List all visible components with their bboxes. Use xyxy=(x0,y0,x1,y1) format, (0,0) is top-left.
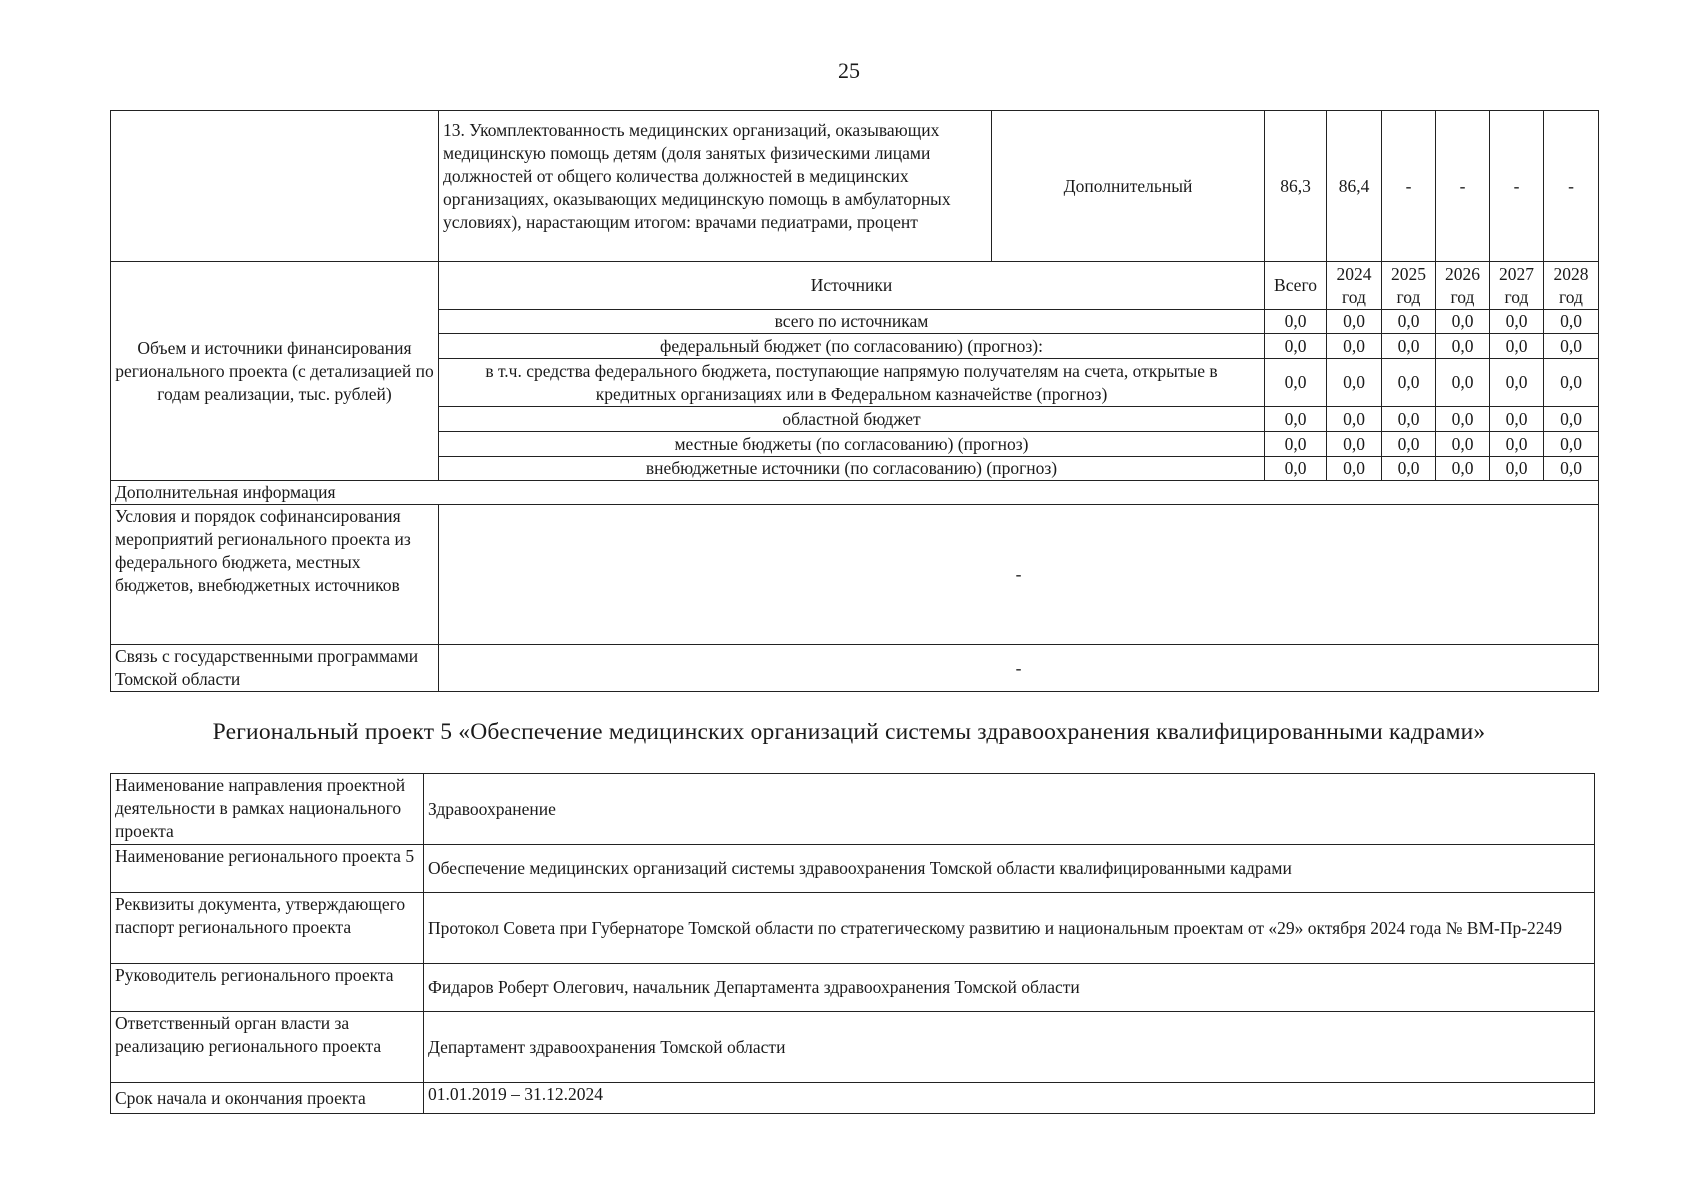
passport-label: Срок начала и окончания проекта xyxy=(111,1083,424,1114)
year-header-2028: 2028 год xyxy=(1544,262,1599,310)
passport-value: Обеспечение медицинских организаций системы здравоохранения Томской области квалифицированными кадрами xyxy=(424,845,1595,893)
programs-label: Связь с государственными программами Томской области xyxy=(111,645,439,692)
year-header-2025: 2025 год xyxy=(1382,262,1436,310)
financing-value: 0,0 xyxy=(1382,432,1436,457)
indicator-row xyxy=(111,111,1599,262)
programs-value: - xyxy=(439,645,1599,692)
indicator-name: 13. Укомплектованность медицинских организаций, оказывающих медицинскую помощь детям (доля занятых физическими лицами должностей от общего количества должностей в медицинских организациях, оказывающих медицинскую помощь в амбулаторных условиях), нарастающим итогом: врачами педиатрами, процент xyxy=(439,111,992,262)
page-number: 25 xyxy=(838,58,860,83)
financing-source-name: федеральный бюджет (по согласованию) (прогноз): xyxy=(439,334,1265,359)
financing-value: 0,0 xyxy=(1327,334,1382,359)
financing-value: 0,0 xyxy=(1490,432,1544,457)
passport-value: Фидаров Роберт Олегович, начальник Департамента здравоохранения Томской области xyxy=(424,964,1595,1012)
financing-value: 0,0 xyxy=(1436,407,1490,432)
indicator-value-2024: 86,4 xyxy=(1327,111,1382,262)
financing-value: 0,0 xyxy=(1544,432,1599,457)
indicator-value-2028: - xyxy=(1544,111,1599,262)
financing-value: 0,0 xyxy=(1544,310,1599,334)
financing-value: 0,0 xyxy=(1327,359,1382,407)
financing-value: 0,0 xyxy=(1265,334,1327,359)
financing-value: 0,0 xyxy=(1544,359,1599,407)
programs-row xyxy=(111,645,1599,692)
passport-value: Протокол Совета при Губернаторе Томской области по стратегическому развитию и национальным проектам от «29» октября 2024 года № ВМ-Пр-2249 xyxy=(424,893,1595,964)
financing-value: 0,0 xyxy=(1265,432,1327,457)
financing-source-name: в т.ч. средства федерального бюджета, поступающие напрямую получателям на счета, открытые в кредитных организациях или в Федеральном казначействе (прогноз) xyxy=(439,359,1265,407)
financing-value: 0,0 xyxy=(1436,334,1490,359)
financing-value: 0,0 xyxy=(1265,457,1327,481)
year-header-2027: 2027 год xyxy=(1490,262,1544,310)
financing-value: 0,0 xyxy=(1490,310,1544,334)
financing-value: 0,0 xyxy=(1544,457,1599,481)
financing-value: 0,0 xyxy=(1490,407,1544,432)
financing-source-name: местные бюджеты (по согласованию) (прогноз) xyxy=(439,432,1265,457)
passport-label: Ответственный орган власти за реализацию регионального проекта xyxy=(111,1012,424,1083)
financing-value: 0,0 xyxy=(1327,457,1382,481)
year-header-2026: 2026 год xyxy=(1436,262,1490,310)
indicator-value-2025: - xyxy=(1382,111,1436,262)
section-title: Региональный проект 5 «Обеспечение медицинских организаций системы здравоохранения квалифицированными кадрами» xyxy=(212,719,1486,745)
passport-label: Реквизиты документа, утверждающего паспорт регионального проекта xyxy=(111,893,424,964)
financing-value: 0,0 xyxy=(1327,407,1382,432)
passport-row xyxy=(111,964,1595,1012)
financing-value: 0,0 xyxy=(1382,457,1436,481)
financing-source-name: всего по источникам xyxy=(439,310,1265,334)
financing-source-name: внебюджетные источники (по согласованию) (прогноз) xyxy=(439,457,1265,481)
financing-value: 0,0 xyxy=(1490,359,1544,407)
year-header-2024: 2024 год xyxy=(1327,262,1382,310)
financing-value: 0,0 xyxy=(1544,334,1599,359)
passport-row xyxy=(111,893,1595,964)
financing-header-row xyxy=(111,262,1599,310)
empty-cell xyxy=(111,111,439,262)
passport-value: Здравоохранение xyxy=(424,774,1595,845)
indicator-value-2026: - xyxy=(1436,111,1490,262)
financing-value: 0,0 xyxy=(1436,310,1490,334)
financing-value: 0,0 xyxy=(1327,310,1382,334)
financing-source-name: областной бюджет xyxy=(439,407,1265,432)
passport-row xyxy=(111,1012,1595,1083)
cofinancing-row xyxy=(111,505,1599,645)
financing-total-header: Всего xyxy=(1265,262,1327,310)
financing-label: Объем и источники финансирования регионального проекта (с детализацией по годам реализации, тыс. рублей) xyxy=(111,262,439,481)
financing-value: 0,0 xyxy=(1490,334,1544,359)
financing-value: 0,0 xyxy=(1265,310,1327,334)
passport-label: Руководитель регионального проекта xyxy=(111,964,424,1012)
indicator-value-2027: - xyxy=(1490,111,1544,262)
financing-value: 0,0 xyxy=(1265,407,1327,432)
passport-value: Департамент здравоохранения Томской области xyxy=(424,1012,1595,1083)
indicator-type: Дополнительный xyxy=(992,111,1265,262)
financing-value: 0,0 xyxy=(1436,457,1490,481)
indicator-base-value: 86,3 xyxy=(1265,111,1327,262)
passport-value: 01.01.2019 – 31.12.2024 xyxy=(424,1083,1595,1114)
financing-value: 0,0 xyxy=(1544,407,1599,432)
financing-value: 0,0 xyxy=(1382,359,1436,407)
passport-row xyxy=(111,845,1595,893)
passport-row xyxy=(111,774,1595,845)
passport-row xyxy=(111,1083,1595,1114)
passport-label: Наименование направления проектной деятельности в рамках национального проекта xyxy=(111,774,424,845)
financing-value: 0,0 xyxy=(1382,310,1436,334)
financing-value: 0,0 xyxy=(1436,432,1490,457)
financing-value: 0,0 xyxy=(1265,359,1327,407)
project-passport-table xyxy=(110,773,1595,1114)
financing-value: 0,0 xyxy=(1382,334,1436,359)
passport-label: Наименование регионального проекта 5 xyxy=(111,845,424,893)
financing-value: 0,0 xyxy=(1436,359,1490,407)
financing-value: 0,0 xyxy=(1490,457,1544,481)
cofinancing-label: Условия и порядок софинансирования мероприятий регионального проекта из федерального бюджета, местных бюджетов, внебюджетных источников xyxy=(111,505,439,645)
financing-value: 0,0 xyxy=(1382,407,1436,432)
indicators-financing-table xyxy=(110,110,1599,692)
financing-sources-header: Источники xyxy=(439,262,1265,310)
additional-info-row xyxy=(111,481,1599,505)
additional-info-title: Дополнительная информация xyxy=(111,481,1599,505)
cofinancing-value: - xyxy=(439,505,1599,645)
financing-value: 0,0 xyxy=(1327,432,1382,457)
